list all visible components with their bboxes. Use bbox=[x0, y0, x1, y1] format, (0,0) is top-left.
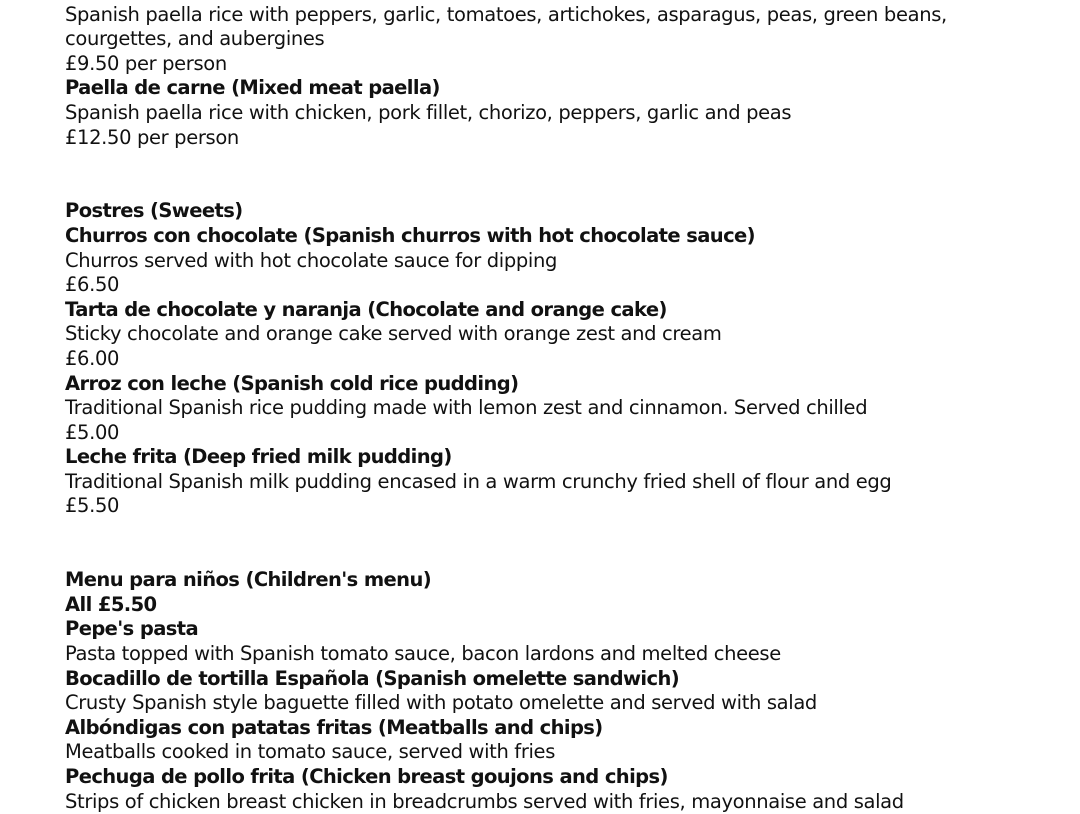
item-desc-rice-pudding: Traditional Spanish rice pudding made with lemon zest and cinnamon. Served chilled bbox=[65, 396, 868, 420]
item-desc-meat-paella: Spanish paella rice with chicken, pork fillet, chorizo, peppers, garlic and peas bbox=[65, 100, 792, 124]
section-heading-childrens-menu: Menu para niños (Children's menu) bbox=[65, 568, 432, 592]
item-price-churros: £6.50 bbox=[65, 273, 120, 297]
item-name-omelette-sandwich: Bocadillo de tortilla Española (Spanish omelette sandwich) bbox=[65, 666, 680, 690]
item-desc-leche-frita: Traditional Spanish milk pudding encased in a warm crunchy fried shell of flour and egg bbox=[65, 469, 892, 493]
item-price-leche-frita: £5.50 bbox=[65, 494, 120, 518]
item-name-rice-pudding: Arroz con leche (Spanish cold rice pudding) bbox=[65, 371, 519, 395]
item-desc-chicken-goujons: Strips of chicken breast chicken in breadcrumbs served with fries, mayonnaise and salad bbox=[65, 789, 904, 813]
item-name-meatballs: Albóndigas con patatas fritas (Meatballs and chips) bbox=[65, 715, 603, 739]
item-price-vegetable-paella: £9.50 per person bbox=[65, 51, 227, 75]
item-desc-omelette-sandwich: Crusty Spanish style baguette filled with potato omelette and served with salad bbox=[65, 691, 817, 715]
item-price-chocolate-orange-cake: £6.00 bbox=[65, 346, 120, 370]
menu-content bbox=[65, 0, 1025, 814]
item-desc-meatballs: Meatballs cooked in tomato sauce, served with fries bbox=[65, 740, 556, 764]
item-name-pepes-pasta: Pepe's pasta bbox=[65, 617, 199, 641]
item-desc-pepes-pasta: Pasta topped with Spanish tomato sauce, bacon lardons and melted cheese bbox=[65, 642, 781, 666]
section-heading-sweets: Postres (Sweets) bbox=[65, 199, 243, 223]
item-price-meat-paella: £12.50 per person bbox=[65, 125, 239, 149]
item-desc-vegetable-paella-line1: Spanish paella rice with peppers, garlic, tomatoes, artichokes, asparagus, peas, green beans, bbox=[65, 2, 947, 26]
item-name-leche-frita: Leche frita (Deep fried milk pudding) bbox=[65, 445, 452, 469]
item-price-rice-pudding: £5.00 bbox=[65, 420, 120, 444]
item-name-chicken-goujons: Pechuga de pollo frita (Chicken breast goujons and chips) bbox=[65, 765, 668, 788]
item-name-meat-paella: Paella de carne (Mixed meat paella) bbox=[65, 76, 440, 100]
item-desc-churros: Churros served with hot chocolate sauce for dipping bbox=[65, 248, 557, 272]
section-spacer bbox=[65, 519, 1025, 568]
childrens-menu-price: All £5.50 bbox=[65, 592, 157, 616]
section-spacer bbox=[65, 150, 1025, 199]
item-name-churros: Churros con chocolate (Spanish churros with hot chocolate sauce) bbox=[65, 223, 755, 247]
item-desc-chocolate-orange-cake: Sticky chocolate and orange cake served with orange zest and cream bbox=[65, 322, 722, 346]
item-name-chocolate-orange-cake: Tarta de chocolate y naranja (Chocolate and orange cake) bbox=[65, 297, 667, 321]
item-desc-vegetable-paella-line2: courgettes, and aubergines bbox=[65, 27, 325, 51]
